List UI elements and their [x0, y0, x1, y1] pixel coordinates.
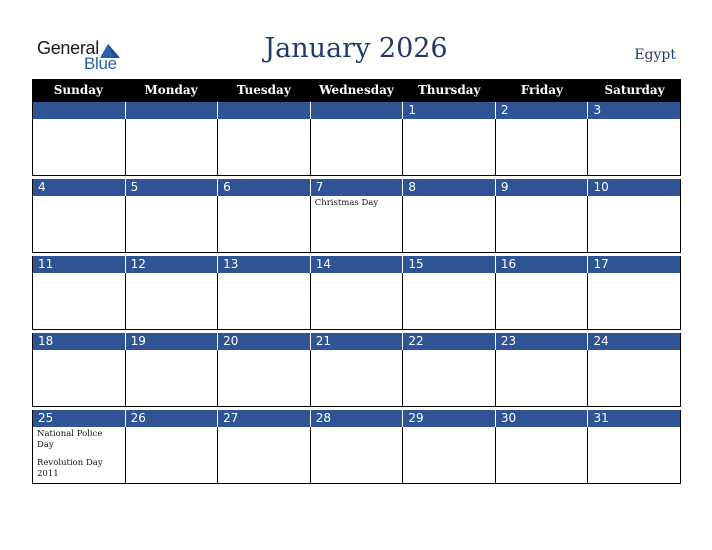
day-number: 2 — [496, 102, 589, 119]
day-number: 17 — [588, 256, 681, 273]
week-row — [32, 179, 681, 253]
day-cell — [218, 273, 311, 330]
day-number: 29 — [403, 410, 496, 427]
day-cell — [496, 427, 589, 484]
day-cell — [218, 427, 311, 484]
day-number: 16 — [496, 256, 589, 273]
week-date-bar — [33, 179, 681, 196]
day-number — [311, 102, 404, 119]
country-label: Egypt — [634, 47, 676, 63]
day-cell — [33, 427, 126, 484]
day-cell — [403, 273, 496, 330]
day-number: 6 — [218, 179, 311, 196]
holiday-label: Christmas Day — [314, 198, 379, 208]
day-number: 3 — [588, 102, 681, 119]
calendar-title: January 2026 — [264, 33, 448, 64]
day-number — [218, 102, 311, 119]
weekday-thursday: Thursday — [417, 83, 481, 97]
day-cell — [588, 119, 681, 176]
day-cell — [33, 273, 126, 330]
day-number: 13 — [218, 256, 311, 273]
day-cell — [218, 119, 311, 176]
day-cell — [311, 196, 404, 253]
day-number: 24 — [588, 333, 681, 350]
day-cell — [588, 350, 681, 407]
day-cell — [496, 273, 589, 330]
calendar-grid — [32, 79, 681, 484]
day-number: 10 — [588, 179, 681, 196]
day-number: 14 — [311, 256, 404, 273]
day-number: 18 — [33, 333, 126, 350]
weekday-header — [32, 79, 681, 102]
day-cell — [311, 119, 404, 176]
day-number: 4 — [33, 179, 126, 196]
day-number: 26 — [126, 410, 219, 427]
day-number: 15 — [403, 256, 496, 273]
day-cell — [33, 196, 126, 253]
day-number: 28 — [311, 410, 404, 427]
day-cell — [33, 119, 126, 176]
day-number: 20 — [218, 333, 311, 350]
day-number: 22 — [403, 333, 496, 350]
holiday-label: Revolution Day 2011 — [37, 458, 103, 479]
day-cell — [496, 350, 589, 407]
day-number: 8 — [403, 179, 496, 196]
day-cell — [311, 350, 404, 407]
day-number: 9 — [496, 179, 589, 196]
day-cell — [311, 273, 404, 330]
weekday-friday: Friday — [520, 83, 564, 97]
day-number: 25 — [33, 410, 126, 427]
day-cell — [496, 196, 589, 253]
day-number: 27 — [218, 410, 311, 427]
week-row — [32, 256, 681, 330]
day-cell — [126, 119, 219, 176]
day-cell — [126, 273, 219, 330]
day-cell — [218, 196, 311, 253]
day-cell — [126, 350, 219, 407]
day-number — [33, 102, 126, 119]
day-number: 11 — [33, 256, 126, 273]
weekday-monday: Monday — [144, 83, 198, 97]
holiday-label: National Police Day — [37, 429, 103, 450]
day-cell — [126, 196, 219, 253]
day-cell — [403, 119, 496, 176]
week-date-bar — [33, 333, 681, 350]
week-date-bar — [33, 102, 681, 119]
weekday-sunday: Sunday — [53, 83, 103, 97]
day-cell — [588, 273, 681, 330]
day-cell — [311, 427, 404, 484]
day-cell — [588, 427, 681, 484]
weekday-tuesday: Tuesday — [236, 83, 291, 97]
day-cell — [126, 427, 219, 484]
day-number: 1 — [403, 102, 496, 119]
day-number: 12 — [126, 256, 219, 273]
weekday-saturday: Saturday — [604, 83, 665, 97]
day-number: 31 — [588, 410, 681, 427]
day-cell — [403, 196, 496, 253]
day-number: 19 — [126, 333, 219, 350]
day-number: 5 — [126, 179, 219, 196]
day-number: 30 — [496, 410, 589, 427]
day-number: 21 — [311, 333, 404, 350]
day-cell — [218, 350, 311, 407]
day-cell — [403, 427, 496, 484]
logo-text-blue: Blue — [84, 54, 117, 73]
day-number — [126, 102, 219, 119]
week-row — [32, 333, 681, 407]
day-cell — [588, 196, 681, 253]
day-cell — [496, 119, 589, 176]
weekday-wednesday: Wednesday — [319, 83, 394, 97]
day-number: 23 — [496, 333, 589, 350]
day-number: 7 — [311, 179, 404, 196]
logo-text-general: General — [37, 38, 99, 58]
week-row — [32, 102, 681, 176]
day-cell — [403, 350, 496, 407]
week-row — [32, 410, 681, 484]
day-cell — [33, 350, 126, 407]
week-date-bar — [33, 256, 681, 273]
week-date-bar — [33, 410, 681, 427]
